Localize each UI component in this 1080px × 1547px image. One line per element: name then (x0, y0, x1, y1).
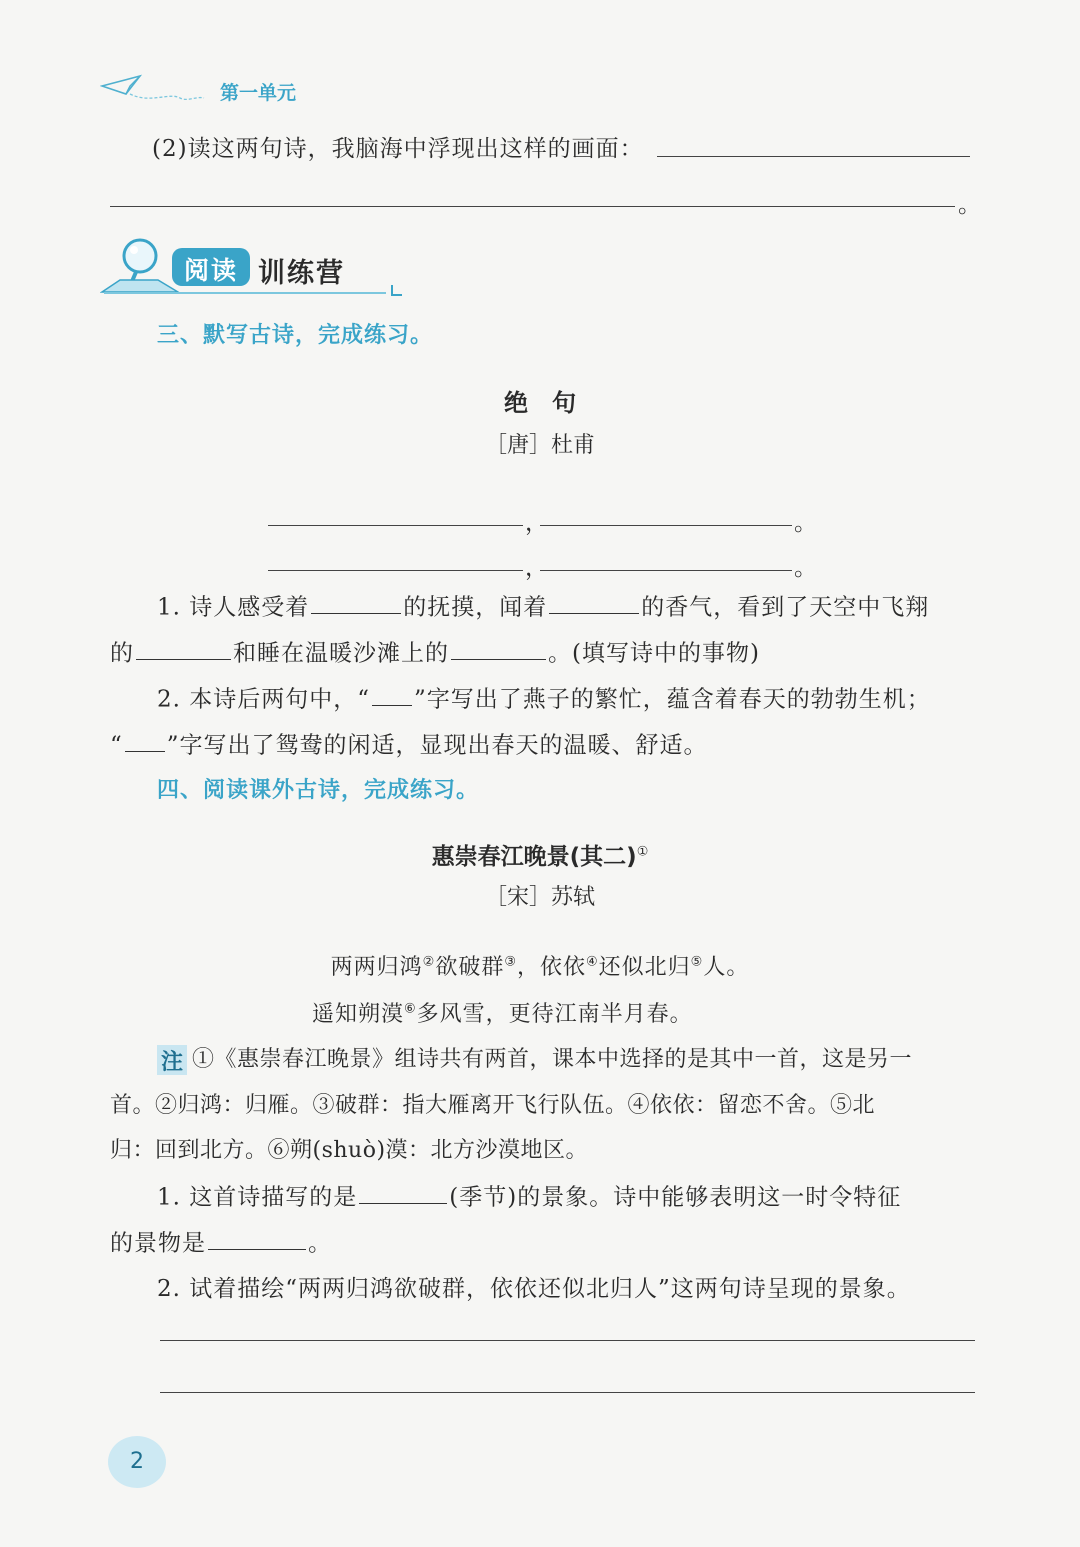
note-line-2: 首。②归鸿：归雁。③破群：指大雁离开飞行队伍。④依依：留恋不舍。⑤北 (110, 1093, 876, 1118)
section-badge-label: 阅读 (183, 256, 238, 285)
end-mark: 。 (958, 192, 982, 218)
unit-label: 第一单元 (220, 82, 297, 104)
poem-blank (268, 570, 523, 571)
paper-plane-icon (100, 72, 210, 110)
q2-prompt: (2)读这两句诗，我脑海中浮现出这样的画面： (152, 136, 644, 162)
note-line-1: ①《惠崇春江晚景》组诗共有两首，课本中选择的是其中一首，这是另一 (192, 1047, 913, 1072)
comma: ， (525, 555, 549, 581)
poem-blank (540, 570, 792, 571)
comma: ， (525, 510, 549, 536)
p4-q1-line1: 1. 这首诗描写的是 (季节)的景象。诗中能够表明这一时令特征 (157, 1178, 901, 1211)
answer-line (160, 1392, 975, 1393)
note-label: 注 (160, 1050, 183, 1075)
period: 。 (794, 555, 818, 581)
answer-line (110, 206, 955, 207)
answer-blank (451, 634, 546, 660)
period: 。 (794, 510, 818, 536)
poem-line-2: 遥知朔漠⑥多风雪，更待江南半月春。 (312, 1001, 693, 1027)
answer-blank (359, 1178, 447, 1204)
poem-blank (268, 525, 523, 526)
footnote-marker: ① (636, 844, 649, 860)
section-underline (104, 292, 386, 294)
poem-title: 绝 句 (504, 389, 576, 417)
p3-q1-line2: 的 和睡在温暖沙滩上的 。(填写诗中的事物) (110, 634, 760, 667)
part3-heading: 三、默写古诗，完成练习。 (157, 323, 434, 348)
answer-blank (125, 726, 165, 752)
part4-heading: 四、阅读课外古诗，完成练习。 (157, 778, 480, 803)
answer-line (160, 1340, 975, 1341)
answer-blank (136, 634, 231, 660)
p3-q1-line1: 1. 诗人感受着 的抚摸，闻着 的香气，看到了天空中飞翔 (157, 588, 929, 621)
poem-title: 惠崇春江晚景(其二)① (431, 844, 649, 870)
p4-q2: 2. 试着描绘“两两归鸿欲破群，依依还似北归人”这两句诗呈现的景象。 (157, 1276, 911, 1302)
section-title: 训练营 (258, 258, 345, 289)
page-number: 2 (130, 1449, 144, 1474)
magnifier-book-icon (100, 236, 180, 300)
poem-author: ［唐］杜甫 (484, 433, 595, 458)
answer-line (657, 156, 970, 157)
answer-blank (549, 588, 639, 614)
note-line-3: 归：回到北方。⑥朔(shuò)漠：北方沙漠地区。 (110, 1138, 589, 1163)
p4-q1-line2: 的景物是 。 (110, 1224, 332, 1257)
answer-blank (208, 1224, 306, 1250)
corner-mark-icon (390, 282, 404, 301)
answer-blank (311, 588, 401, 614)
poem-line-1: 两两归鸿②欲破群③，依依④还似北归⑤人。 (330, 954, 750, 980)
answer-blank (372, 680, 412, 706)
poem-author: ［宋］苏轼 (484, 885, 595, 910)
p3-q2-line2: “ ”字写出了鸳鸯的闲适，显现出春天的温暖、舒适。 (110, 726, 708, 759)
poem-blank (540, 525, 792, 526)
p3-q2-line1: 2. 本诗后两句中，“ ”字写出了燕子的繁忙，蕴含着春天的勃勃生机； (157, 680, 931, 713)
